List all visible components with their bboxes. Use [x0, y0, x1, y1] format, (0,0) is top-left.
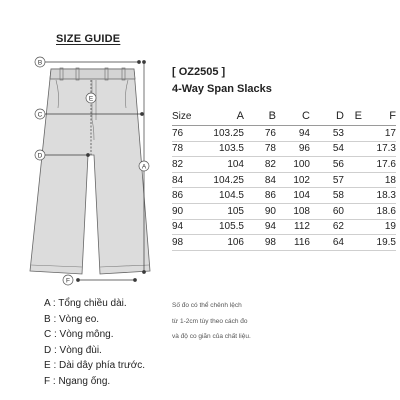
table-row — [172, 172, 396, 188]
table-cell: 18.6 — [362, 203, 396, 219]
table-cell: 84 — [244, 172, 276, 188]
table-header-cell: C — [276, 107, 310, 126]
table-cell: 90 — [172, 203, 202, 219]
diagram-label-a: A — [141, 163, 147, 171]
diagram-label-e: E — [88, 95, 94, 103]
table-header-cell: A — [202, 107, 244, 126]
table-cell — [344, 141, 362, 157]
note-line: Số đo có thể chênh lệch — [172, 302, 242, 309]
table-cell: 86 — [244, 188, 276, 204]
table-row — [172, 235, 396, 251]
table-cell: 54 — [310, 141, 344, 157]
diagram-label-d: D — [37, 152, 43, 160]
table-cell: 98 — [244, 235, 276, 251]
table-cell: 19 — [362, 219, 396, 235]
table-cell — [344, 235, 362, 251]
table-cell: 62 — [310, 219, 344, 235]
table-cell: 78 — [172, 141, 202, 157]
table-cell: 58 — [310, 188, 344, 204]
table-cell: 19.5 — [362, 235, 396, 251]
table-header-cell: D — [310, 107, 344, 126]
table-header-cell: Size — [172, 107, 202, 126]
size-table — [172, 107, 396, 251]
table-cell: 105 — [202, 203, 244, 219]
table-cell — [344, 219, 362, 235]
table-cell: 108 — [276, 203, 310, 219]
legend-item: D : Vòng đùi. — [44, 344, 102, 356]
legend-item: B : Vòng eo. — [44, 313, 100, 325]
table-cell: 78 — [244, 141, 276, 157]
table-cell: 103.25 — [202, 126, 244, 142]
table-header-cell: F — [362, 107, 396, 126]
table-cell: 82 — [172, 157, 202, 173]
table-cell: 104 — [202, 157, 244, 173]
table-cell: 17.6 — [362, 157, 396, 173]
table-cell: 105.5 — [202, 219, 244, 235]
table-cell: 17 — [362, 126, 396, 142]
table-row — [172, 188, 396, 204]
table-cell: 82 — [244, 157, 276, 173]
diagram-label-f: F — [66, 277, 70, 285]
table-row — [172, 141, 396, 157]
table-cell: 100 — [276, 157, 310, 173]
legend-item: A : Tổng chiều dài. — [44, 298, 127, 309]
diagram-label-b: B — [37, 59, 43, 67]
table-header-cell: B — [244, 107, 276, 126]
table-cell: 17.3 — [362, 141, 396, 157]
note-line: từ 1-2cm tùy theo cách đo — [172, 317, 248, 325]
table-cell: 90 — [244, 203, 276, 219]
table-cell: 96 — [276, 141, 310, 157]
note-line: và độ co giãn của chất liệu. — [172, 333, 251, 340]
table-cell: 60 — [310, 203, 344, 219]
table-cell: 104.5 — [202, 188, 244, 204]
table-cell: 94 — [244, 219, 276, 235]
legend-item: E : Dài dây phía trước. — [44, 360, 146, 372]
measurement-note — [172, 298, 251, 345]
table-row — [172, 126, 396, 142]
diagram-label-c: C — [37, 111, 43, 119]
table-row — [172, 203, 396, 219]
table-cell — [344, 188, 362, 204]
product-name: 4-Way Span Slacks — [172, 83, 272, 95]
table-cell: 116 — [276, 235, 310, 251]
table-cell: 112 — [276, 219, 310, 235]
table-cell — [344, 172, 362, 188]
table-cell: 103.5 — [202, 141, 244, 157]
table-cell — [344, 157, 362, 173]
table-row — [172, 157, 396, 173]
table-cell: 53 — [310, 126, 344, 142]
table-cell: 76 — [172, 126, 202, 142]
table-cell: 98 — [172, 235, 202, 251]
legend-item: F : Ngang ống. — [44, 375, 111, 387]
table-cell: 86 — [172, 188, 202, 204]
table-cell: 104 — [276, 188, 310, 204]
table-cell — [344, 126, 362, 142]
product-code: [ OZ2505 ] — [172, 66, 226, 78]
table-cell: 56 — [310, 157, 344, 173]
table-cell: 76 — [244, 126, 276, 142]
table-cell — [344, 203, 362, 219]
table-cell: 102 — [276, 172, 310, 188]
table-cell: 64 — [310, 235, 344, 251]
table-cell: 94 — [276, 126, 310, 142]
measurement-legend — [44, 296, 145, 390]
table-cell: 18 — [362, 172, 396, 188]
table-cell: 104.25 — [202, 172, 244, 188]
size-guide-title: SIZE GUIDE — [56, 33, 121, 45]
table-cell: 57 — [310, 172, 344, 188]
table-cell: 18.3 — [362, 188, 396, 204]
table-cell: 84 — [172, 172, 202, 188]
table-header-cell: E — [344, 107, 362, 126]
table-cell: 106 — [202, 235, 244, 251]
table-cell: 94 — [172, 219, 202, 235]
legend-item: C : Vòng mông. — [44, 329, 114, 341]
table-header-row — [172, 107, 396, 126]
table-row — [172, 219, 396, 235]
